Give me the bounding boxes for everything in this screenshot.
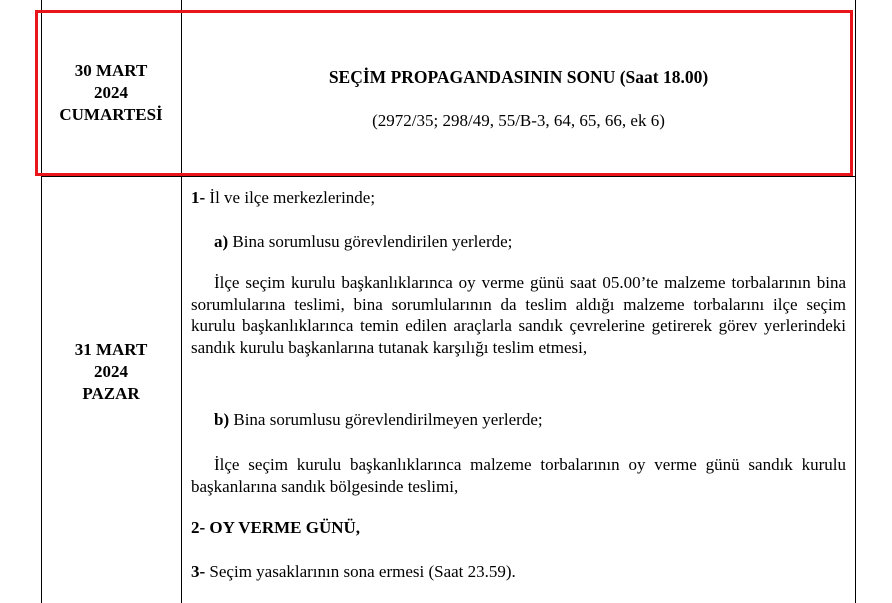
item3-number: 3- [191, 562, 206, 581]
row1-date-day: 30 MART [74, 61, 148, 80]
item3-text: Seçim yasaklarının sona ermesi (Saat 23.59). [205, 562, 516, 581]
subitem-b-paragraph: İlçe seçim kurulu başkanlıklarınca malzeme torbalarının oy verme günü sandık kurulu başkanlarına sandık bölgesinde teslimi, [191, 455, 846, 496]
row2-date-year: 2024 [94, 362, 128, 381]
row1-reference: (2972/35; 298/49, 55/B-3, 64, 65, 66, ek 6) [372, 111, 665, 130]
subitem-b-heading [214, 410, 846, 430]
row2-date-cell [41, 339, 181, 405]
subitem-a-text: Bina sorumlusu görevlendirilen yerlerde; [228, 232, 513, 251]
row2-date-day: 31 MART [74, 340, 148, 359]
row1-date-year: 2024 [94, 83, 128, 102]
table-column-divider [181, 0, 182, 603]
row2-date-weekday: PAZAR [82, 384, 140, 403]
row1-date-weekday: CUMARTESİ [59, 105, 163, 124]
item3-heading [191, 562, 846, 582]
item1-heading [191, 188, 846, 208]
item1-number: 1- [191, 188, 206, 207]
subitem-b-label: b) [214, 410, 230, 429]
table-border-right [855, 0, 856, 603]
subitem-a-paragraph: İlçe seçim kurulu başkanlıklarınca oy verme günü saat 05.00’te malzeme torbalarının bina sorumlularına teslimi, bina sorumlularının da teslim aldığı malzeme torbalarını ilçe seçim kurulu başkanlıklarınca temin edilen araçlarla sandık çevrelerine getirerek görev yerlerindeki sandık kurulu başkanlarına tutanak karşılığı teslim etmesi, [191, 273, 846, 357]
row1-title: SEÇİM PROPAGANDASININ SONU (Saat 18.00) [328, 67, 709, 87]
subitem-a-heading [214, 232, 846, 252]
item1-text: İl ve ilçe merkezlerinde; [205, 188, 376, 207]
row1-date-cell [41, 60, 181, 126]
row-divider [41, 176, 856, 177]
item2-heading: 2- OY VERME GÜNÜ, [191, 518, 361, 537]
subitem-a-label: a) [214, 232, 229, 251]
subitem-b-text: Bina sorumlusu görevlendirilmeyen yerlerde; [229, 410, 543, 429]
